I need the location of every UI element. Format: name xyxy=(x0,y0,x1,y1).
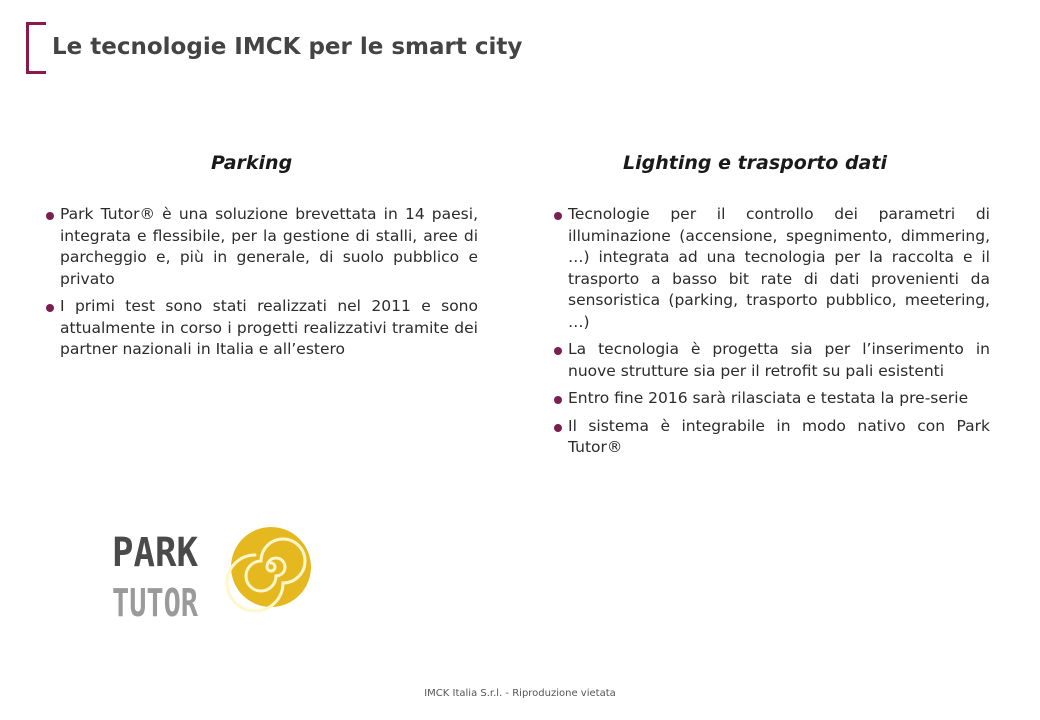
bullet-dot-icon xyxy=(554,396,562,404)
list-item: I primi test sono stati realizzati nel 2011 e sono attualmente in corso i progetti realizzativi tramite dei partner nazionali in Italia e all’estero xyxy=(46,296,478,361)
bullet-dot-icon xyxy=(554,424,562,432)
footer-text: IMCK Italia S.r.l. - Riproduzione vietata xyxy=(424,688,616,699)
list-item: Park Tutor® è una soluzione brevettata in 14 paesi, integrata e flessibile, per la gestione di stalli, aree di parcheggio e, più in generale, di suolo pubblico e privato xyxy=(46,204,478,290)
title-bracket xyxy=(26,22,46,74)
page-title: Le tecnologie IMCK per le smart city xyxy=(52,34,523,60)
bullet-dot-icon xyxy=(46,212,54,220)
park-tutor-logo xyxy=(112,520,202,625)
list-item: Tecnologie per il controllo dei parametri di illuminazione (accensione, spegnimento, dimmering, …) integrata ad una tecnologia per la raccolta e il trasporto a basso bit rate di dati provenienti da sensoristica (parking, trasporto pubblico, meetering, …) xyxy=(554,204,990,333)
left-bullet-list xyxy=(46,204,478,367)
spiral-logo-icon xyxy=(228,524,314,610)
list-item: La tecnologia è progetta sia per l’inserimento in nuove strutture sia per il retrofit su pali esistenti xyxy=(554,339,990,382)
list-item: Il sistema è integrabile in modo nativo con Park Tutor® xyxy=(554,416,990,459)
park-tutor-logo-line2: TUTOR xyxy=(112,581,199,625)
list-item: Entro fine 2016 sarà rilasciata e testata la pre-serie xyxy=(554,388,990,410)
bullet-dot-icon xyxy=(46,304,54,312)
right-column-heading: Lighting e trasporto dati xyxy=(623,152,887,174)
bullet-dot-icon xyxy=(554,212,562,220)
park-tutor-logo-line1: PARK xyxy=(112,530,198,576)
left-column-heading: Parking xyxy=(211,152,293,174)
bullet-dot-icon xyxy=(554,347,562,355)
right-bullet-list xyxy=(554,204,990,465)
